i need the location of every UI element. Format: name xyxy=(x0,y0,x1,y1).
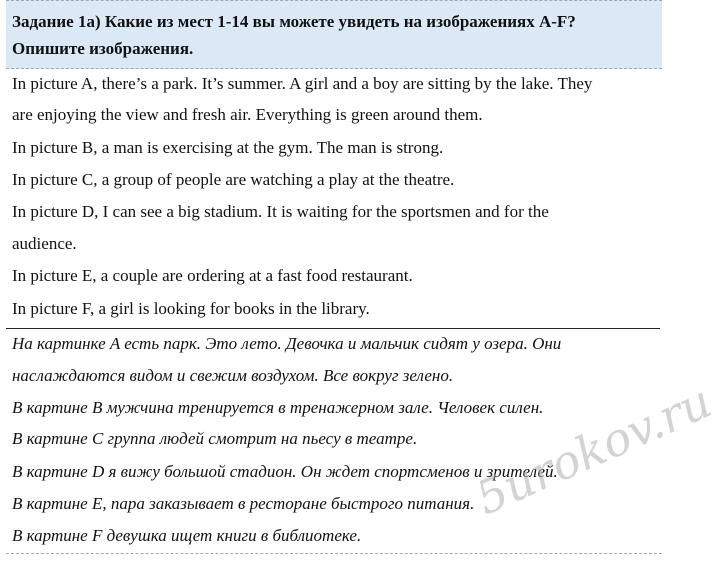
russian-line: В картине B мужчина тренируется в тренажерном зале. Человек силен. xyxy=(12,398,544,417)
task-header xyxy=(6,0,662,69)
russian-line: В картине D я вижу большой стадион. Он ждет спортсменов и зрителей. xyxy=(12,462,558,481)
task-title-line-1: Задание 1а) Какие из мест 1-14 вы можете увидеть на изображениях A-F? xyxy=(12,12,576,31)
russian-line: На картинке A есть парк. Это лето. Девочка и мальчик сидят у озера. Они xyxy=(12,334,562,353)
english-line: In picture D, I can see a big stadium. It is waiting for the sportsmen and for the xyxy=(12,202,549,221)
english-line: are enjoying the view and fresh air. Everything is green around them. xyxy=(12,105,483,124)
english-line: In picture F, a girl is looking for books in the library. xyxy=(12,299,370,318)
russian-line: наслаждаются видом и свежим воздухом. Все вокруг зелено. xyxy=(12,366,454,385)
russian-line: В картине C группа людей смотрит на пьесу в театре. xyxy=(12,429,418,448)
english-line: In picture A, there’s a park. It’s summer. A girl and a boy are sitting by the lake. They xyxy=(12,74,593,93)
russian-line: В картине F девушка ищет книги в библиотеке. xyxy=(12,526,362,545)
russian-line: В картине E, пара заказывает в ресторане быстрого питания. xyxy=(12,494,475,513)
site-watermark: 5urokov.ru xyxy=(468,373,719,526)
section-divider xyxy=(6,328,660,329)
english-line: In picture E, a couple are ordering at a fast food restaurant. xyxy=(12,266,413,285)
english-line: In picture C, a group of people are watching a play at the theatre. xyxy=(12,170,455,189)
english-line: audience. xyxy=(12,234,77,253)
english-line: In picture B, a man is exercising at the gym. The man is strong. xyxy=(12,138,444,157)
task-title-line-2: Опишите изображения. xyxy=(12,39,194,58)
bottom-border xyxy=(6,553,662,554)
